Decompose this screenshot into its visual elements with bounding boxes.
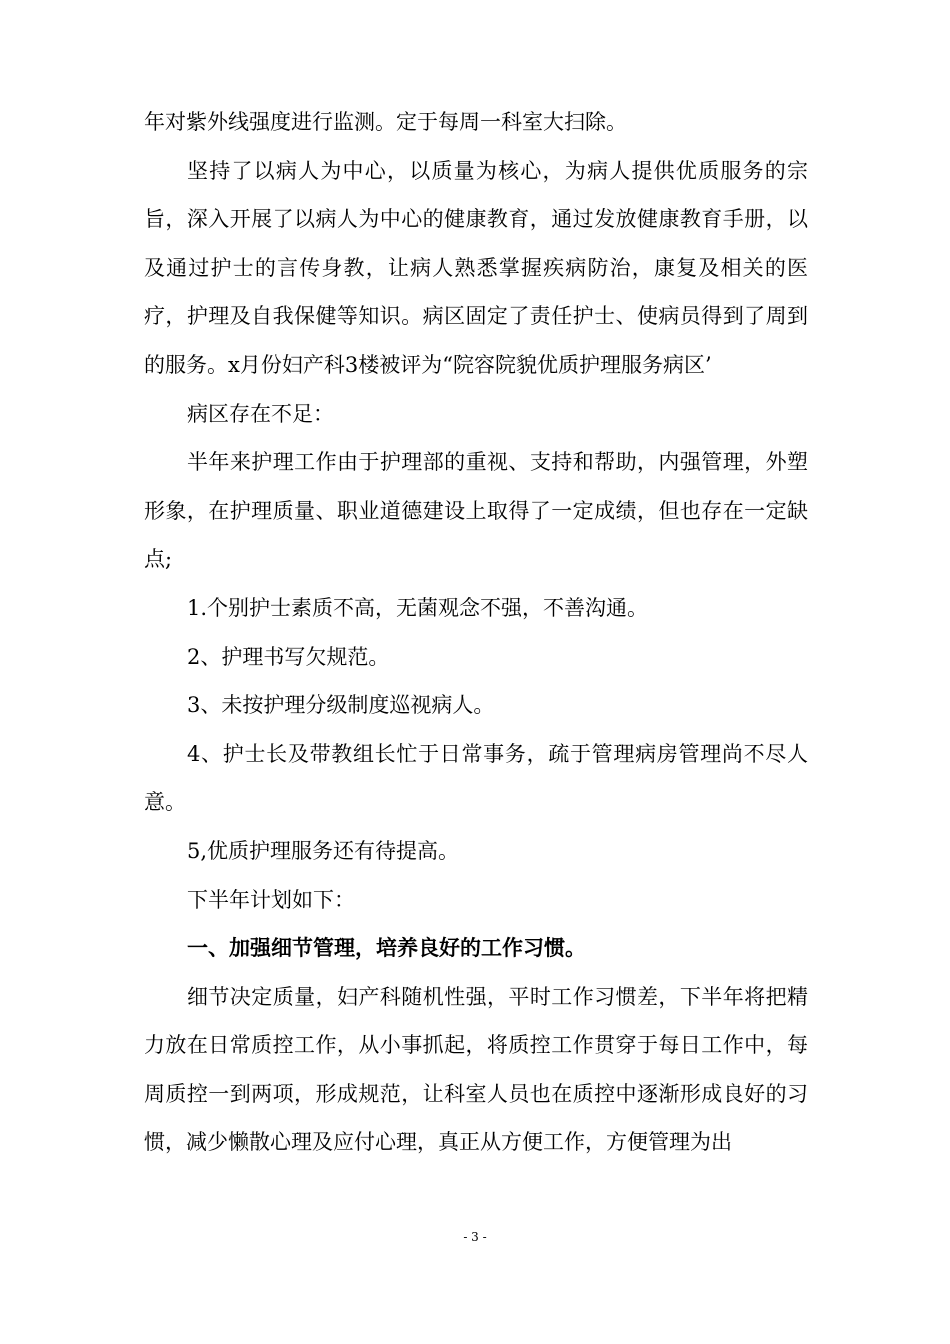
section-heading: 一、加强细节管理，培养良好的工作习惯。 [187, 935, 586, 961]
paragraph-4: 半年来护理工作由于护理部的重视、支持和帮助，内强管理，外塑形象，在护理质量、职业道德建设上取得了一定成绩，但也存在一定缺点; [144, 450, 808, 572]
list-item-2: 2、护理书写欠规范。 [187, 644, 390, 669]
paragraph-2: 坚持了以病人为中心，以质量为核心，为病人提供优质服务的宗旨，深入开展了以病人为中心的健康教育，通过发放健康教育手册，以及通过护士的言传身教，让病人熟悉掌握疾病防治，康复及相关的医疗，护理及自我保健等知识。病区固定了责任护士、使病员得到了周到的服务。x月份妇产科3楼被评为“院容院貌优质护理服务病区’ [144, 158, 808, 377]
list-item-4: 4、护士长及带教组长忙于日常事务，疏于管理病房管理尚不尽人意。 [144, 741, 808, 815]
list-item-5: 5,优质护理服务还有待提高。 [187, 838, 460, 863]
list-item-3: 3、未按护理分级制度巡视病人。 [187, 693, 495, 718]
paragraph-section-body: 细节决定质量，妇产科随机性强，平时工作习惯差，下半年将把精力放在日常质控工作，从小事抓起，将质控工作贯穿于每日工作中，每周质控一到两项，形成规范，让科室人员也在质控中逐渐形成良好的习惯，减少懒散心理及应付心理，真正从方便工作，方便管理为出 [144, 984, 808, 1155]
document-body [144, 98, 808, 1167]
paragraph-plan-intro: 下半年计划如下： [187, 887, 355, 912]
paragraph-3: 病区存在不足： [187, 401, 334, 426]
paragraph-1: 年对紫外线强度进行监测。定于每周一科室大扫除。 [144, 110, 627, 134]
list-item-1: 1.个别护士素质不高，无菌观念不强，不善沟通。 [187, 595, 649, 620]
page-number: - 3 - [463, 1230, 487, 1244]
